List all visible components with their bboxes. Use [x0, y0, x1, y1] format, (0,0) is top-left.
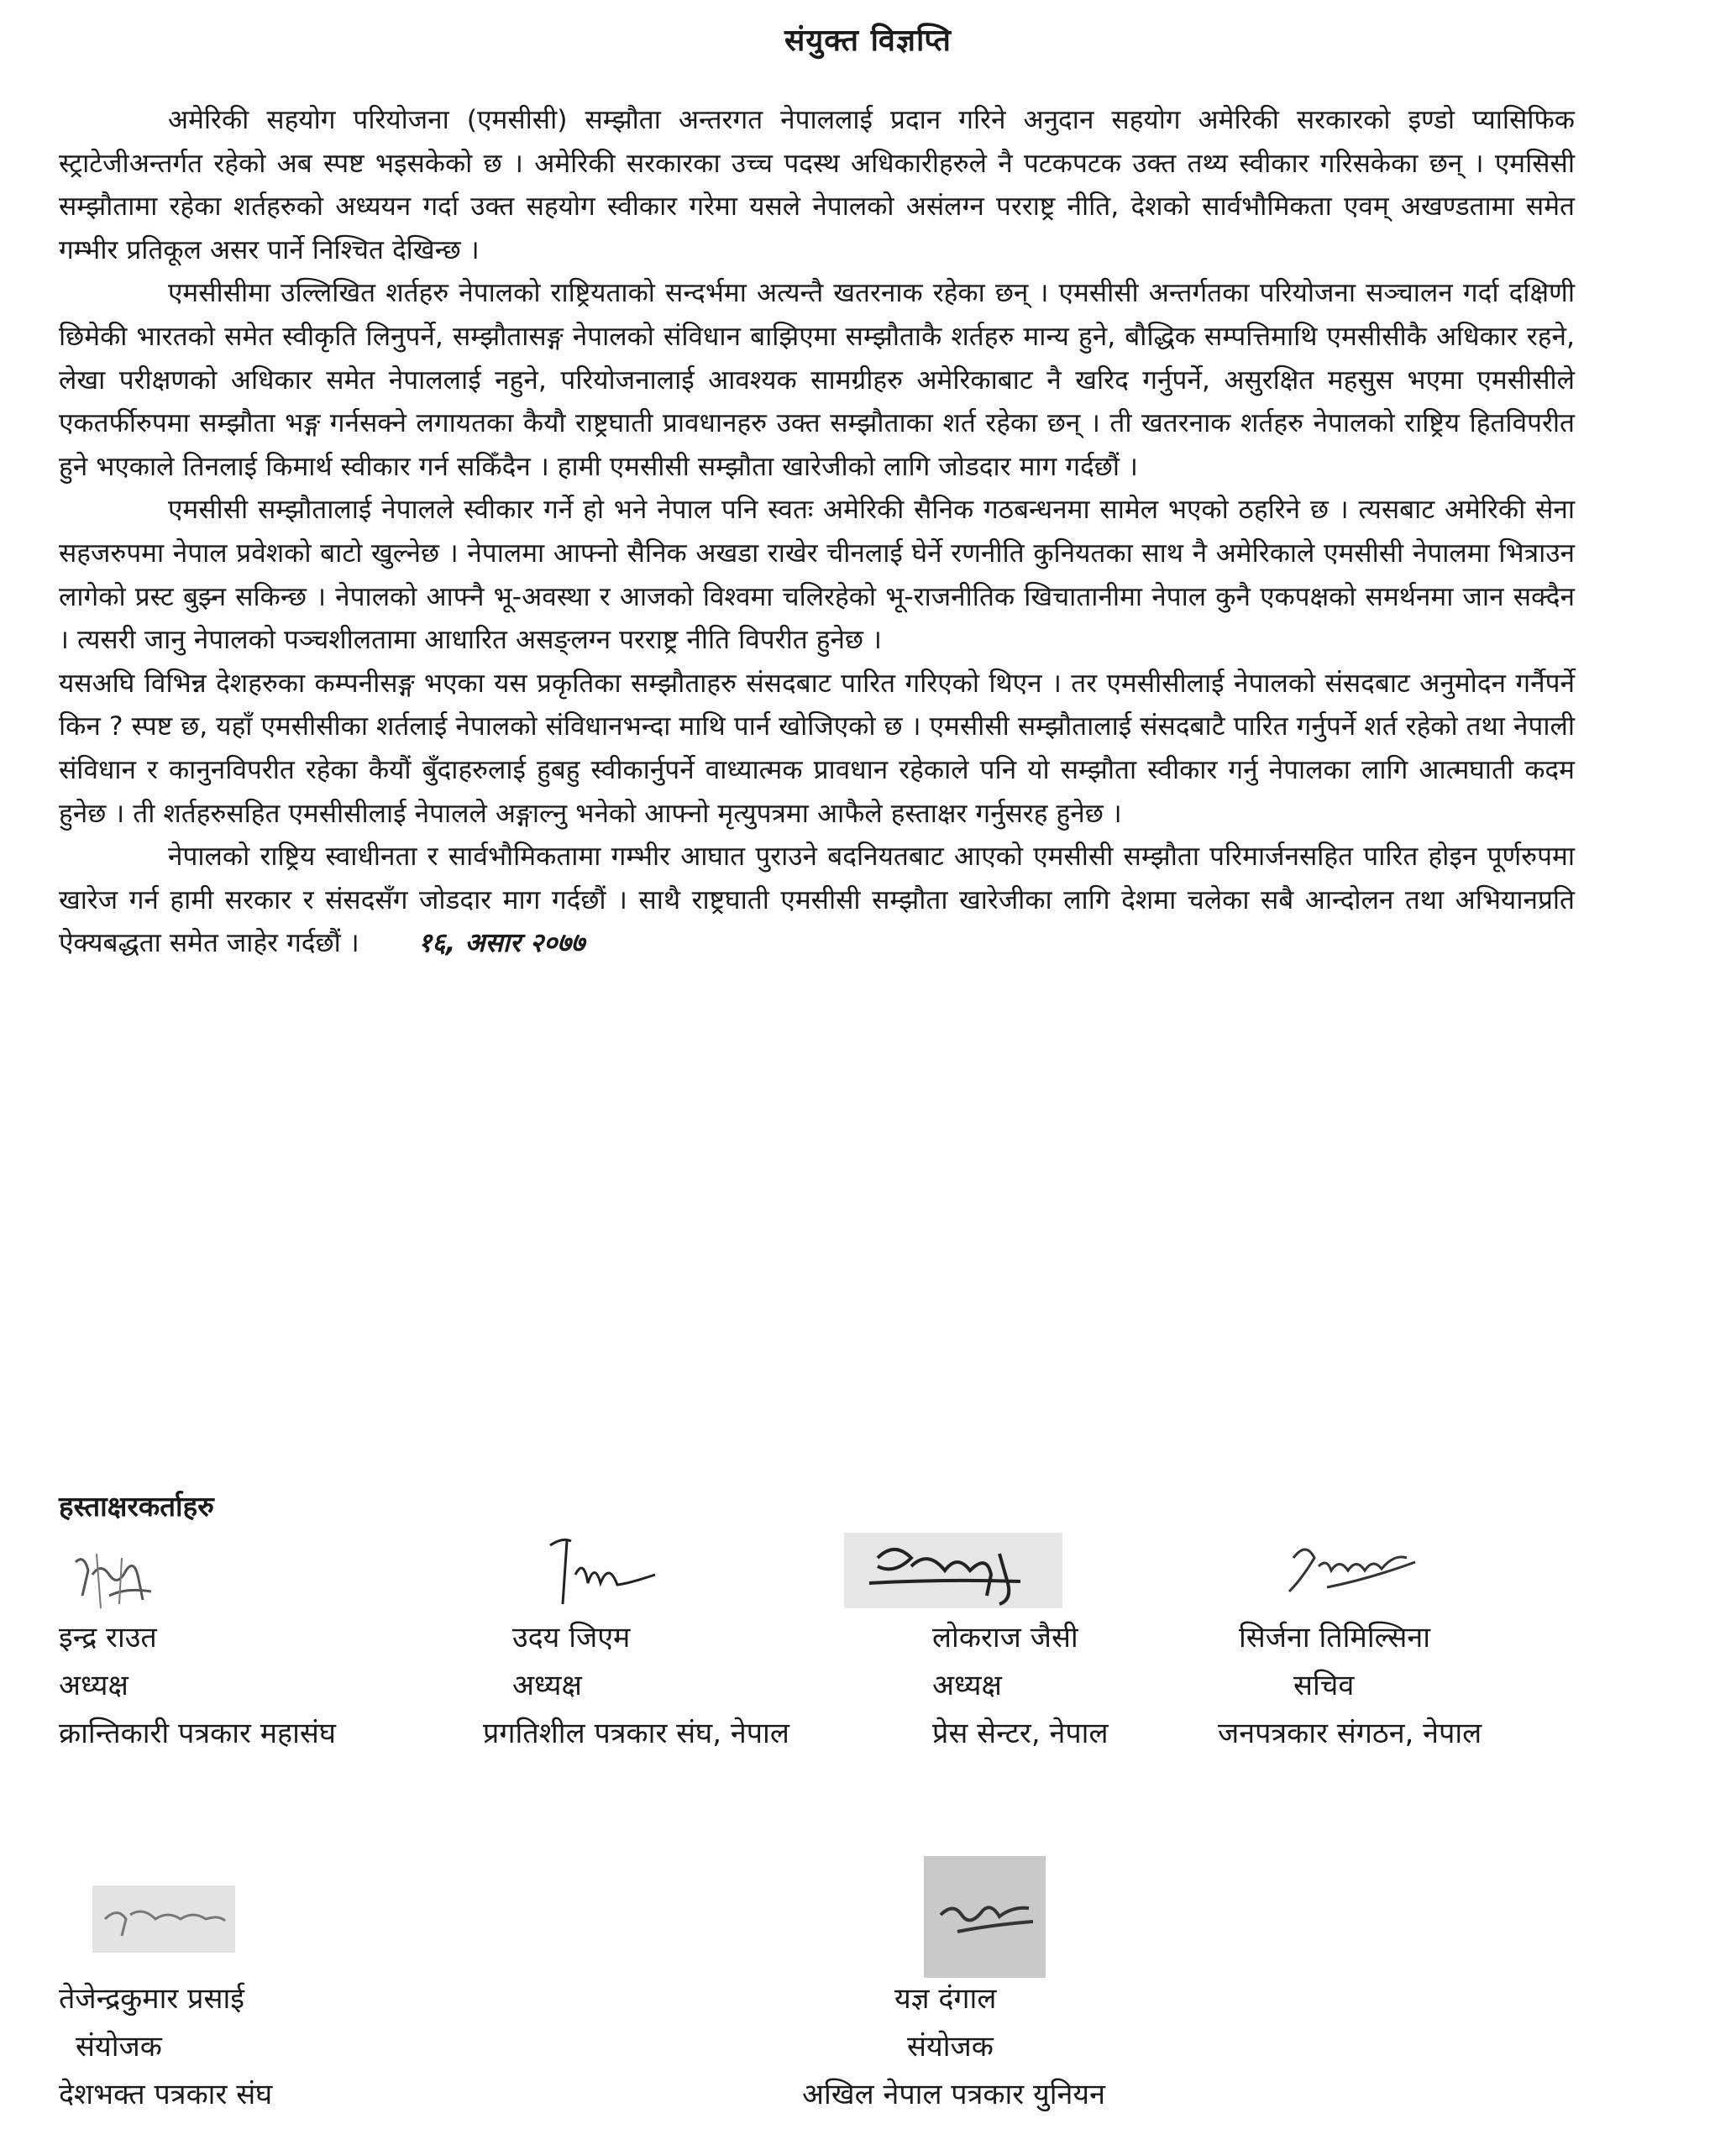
- paragraph-5: [59, 836, 1575, 966]
- signatory-6: [802, 1975, 1105, 2119]
- signatory-name: इन्द्र राउत: [59, 1621, 157, 1654]
- paragraph-5-text: नेपालको राष्ट्रिय स्वाधीनता र सार्वभौमिकतामा गम्भीर आघात पुराउने बदनियतबाट आएको एमसीसी सम्झौता परिमार्जनसहित पारित होइन पूर्णरुपमा खारेज गर्न हामी सरकार र संसदसँग जोडदार माग गर्दछौं । साथै राष्ट्रघाती एमसीसी सम्झौता खारेजीका लागि देशमा चलेका सबै आन्दोलन तथा अभियानप्रति ऐक्यबद्धता समेत जाहेर गर्दछौं ।: [59, 842, 1575, 959]
- signatory-role: संयोजक: [76, 2030, 162, 2063]
- paragraph-1: अमेरिकी सहयोग परियोजना (एमसीसी) सम्झौता अन्तरगत नेपाललाई प्रदान गरिने अनुदान सहयोग अमेरिकी सरकारको इण्डो प्यासिफिक स्ट्राटेजीअन्तर्गत रहेको अब स्पष्ट भइसकेको छ । अमेरिकी सरकारका उच्च पदस्थ अधिकारीहरुले नै पटकपटक उक्त तथ्य स्वीकार गरिसकेका छन् । एमसिसी सम्झौतामा रहेका शर्तहरुको अध्ययन गर्दा उक्त सहयोग स्वीकार गरेमा यसले नेपालको असंलग्न परराष्ट्र नीति, देशको सार्वभौमिकता एवम् अखण्डतामा समेत गम्भीर प्रतिकूल असर पार्ने निश्चित देखिन्छ ।: [59, 105, 1575, 265]
- signature-image-1: [59, 1537, 176, 1621]
- signature-image-4: [1277, 1529, 1428, 1604]
- signatory-5: [59, 1975, 272, 2119]
- signatory-organization: देशभक्त पत्रकार संघ: [59, 2078, 273, 2111]
- signatory-organization: जनपत्रकार संगठन, नेपाल: [1218, 1717, 1482, 1750]
- statement-body: [59, 99, 1575, 966]
- statement-date: १६, असार २०७७: [417, 928, 585, 959]
- paragraph-4: यसअघि विभिन्न देशहरुका कम्पनीसङ्ग भएका यस प्रकृतिका सम्झौताहरु संसदबाट पारित गरिएको थिएन । तर एमसीसीलाई नेपालको संसदबाट अनुमोदन गर्नैपर्ने किन ? स्पष्ट छ, यहाँ एमसीसीका शर्तलाई नेपालको संविधानभन्दा माथि पार्न खोजिएको छ । एमसीसी सम्झौतालाई संसदबाटै पारित गर्नुपर्ने शर्त रहेको तथा नेपाली संविधान र कानुनविपरीत रहेका कैयौं बुँदाहरुलाई हुबहु स्वीकार्नुपर्ने वाध्यात्मक प्रावधान रहेकाले पनि यो सम्झौता स्वीकार गर्नु नेपालका लागि आत्मघाती कदम हुनेछ । ती शर्तहरुसहित एमसीसीलाई नेपालले अङ्गाल्नु भनेको आफ्नो मृत्युपत्रमा आफैले हस्ताक्षर गर्नुसरह हुनेछ ।: [59, 668, 1575, 829]
- signatory-organization: क्रान्तिकारी पत्रकार महासंघ: [59, 1717, 336, 1750]
- signature-image-2: [538, 1524, 672, 1617]
- signatory-2: [483, 1614, 789, 1758]
- signatory-organization: प्रेस सेन्टर, नेपाल: [932, 1717, 1109, 1750]
- signature-image-5: [92, 1885, 235, 1953]
- signatory-role: अध्यक्ष: [59, 1669, 128, 1702]
- signatory-name: तेजेन्द्रकुमार प्रसाई: [59, 1982, 244, 2016]
- signatory-1: [59, 1614, 336, 1758]
- signatory-name: यज्ञ दंगाल: [894, 1982, 997, 2016]
- signatory-name: उदय जिएम: [512, 1621, 631, 1654]
- signature-image-3: [844, 1533, 1062, 1608]
- page-title: संयुक्त विज्ञप्ति: [784, 24, 952, 58]
- signatory-organization: प्रगतिशील पत्रकार संघ, नेपाल: [483, 1717, 789, 1750]
- signatory-role: संयोजक: [907, 2030, 994, 2063]
- signatory-3: [932, 1614, 1109, 1758]
- signatory-organization: अखिल नेपाल पत्रकार युनियन: [802, 2078, 1105, 2111]
- signatory-role: अध्यक्ष: [512, 1669, 582, 1702]
- paragraph-2: एमसीसीमा उल्लिखित शर्तहरु नेपालको राष्ट्रियताको सन्दर्भमा अत्यन्तै खतरनाक रहेका छन् । एमसीसी अन्तर्गतका परियोजना सञ्चालन गर्दा दक्षिणी छिमेकी भारतको समेत स्वीकृति लिनुपर्ने, सम्झौतासङ्ग नेपालको संविधान बाझिएमा सम्झौताकै शर्तहरु मान्य हुने, बौद्धिक सम्पत्तिमाथि एमसीसीकै अधिकार रहने, लेखा परीक्षणको अधिकार समेत नेपाललाई नहुने, परियोजनालाई आवश्यक सामग्रीहरु अमेरिकाबाट नै खरिद गर्नुपर्ने, असुरक्षित महसुस भएमा एमसीसीले एकतर्फीरुपमा सम्झौता भङ्ग गर्नसक्ने लगायतका कैयौ राष्ट्रघाती प्रावधानहरु उक्त सम्झौताका शर्त रहेका छन् । ती खतरनाक शर्तहरु नेपालको राष्ट्रिय हितविपरीत हुने भएकाले तिनलाई किमार्थ स्वीकार गर्न सकिँदैन । हामी एमसीसी सम्झौता खारेजीको लागि जोडदार माग गर्दछौं ।: [59, 278, 1575, 482]
- signatory-role: अध्यक्ष: [932, 1669, 1002, 1702]
- signatory-role: सचिव: [1293, 1669, 1355, 1702]
- paragraph-3: एमसीसी सम्झौतालाई नेपालले स्वीकार गर्ने हो भने नेपाल पनि स्वतः अमेरिकी सैनिक गठबन्धनमा सामेल भएको ठहरिने छ । त्यसबाट अमेरिकी सेना सहजरुपमा नेपाल प्रवेशको बाटो खुल्नेछ । नेपालमा आफ्नो सैनिक अखडा राखेर चीनलाई घेर्ने रणनीति कुनियतका साथ नै अमेरिकाले एमसीसी नेपालमा भित्राउन लागेको प्रस्ट बुझ्न सकिन्छ । नेपालको आफ्नै भू-अवस्था र आजको विश्वमा चलिरहेको भू-राजनीतिक खिचातानीमा नेपाल कुनै एकपक्षको समर्थनमा जान सक्दैन । त्यसरी जानु नेपालको पञ्चशीलतामा आधारित असङ्लग्न परराष्ट्र नीति विपरीत हुनेछ ।: [59, 495, 1575, 656]
- signatory-4: [1218, 1614, 1482, 1758]
- signature-image-6: [924, 1856, 1046, 1978]
- signatory-name: सिर्जना तिमिल्सिना: [1239, 1621, 1431, 1654]
- signatories-heading: हस्ताक्षरकर्ताहरु: [59, 1490, 214, 1523]
- signatory-name: लोकराज जैसी: [932, 1621, 1078, 1654]
